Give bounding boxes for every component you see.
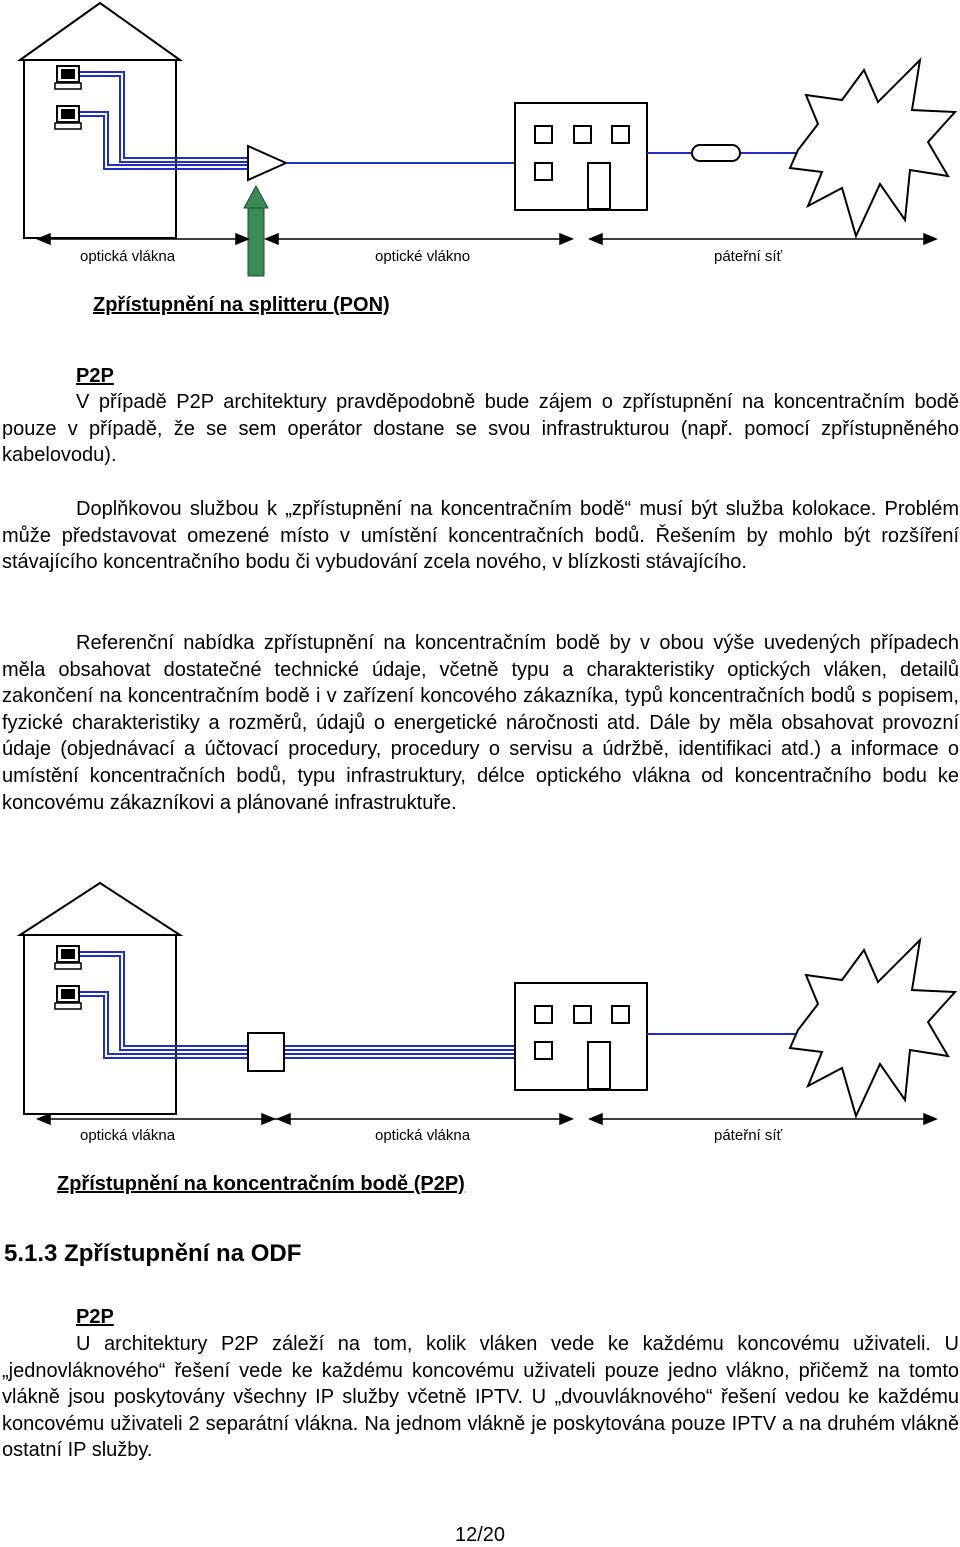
backbone-network-icon	[790, 940, 955, 1116]
paragraph: Referenční nabídka zpřístupnění na koncentračním bodě by v obou výše uvedených případech měla obsahovat dostatečné technické údaje, včetně typu a charakteristiky optických vláken, detailů zakončení na koncentračním bodě i v zařízení koncového zákazníka, typů koncentračních bodů s popisem, fyzické charakteristiky a rozměrů, údajů o energetické náročnosti atd. Dále by měla obsahovat provozní údaje (objednávací a účtovací procedury, procedury o servisu a údržbě, identifikaci atd.) a informace o umístění koncentračních bodů, typu infrastruktury, délce optického vlákna od koncentračního bodu ke koncovému zákazníkovi a plánované infrastruktuře.	[2, 632, 959, 814]
page-number: 12/20	[454, 1524, 506, 1546]
computer-icon	[55, 986, 81, 1009]
diagram-label: páteřní síť	[714, 248, 783, 265]
computer-icon	[55, 66, 81, 89]
diagram-label: optická vlákna	[80, 248, 176, 265]
computer-icon	[55, 106, 81, 129]
section-subheading: P2P	[76, 365, 114, 387]
backbone-network-icon	[790, 60, 955, 236]
connector-icon	[692, 145, 740, 161]
pon-caption: Zpřístupnění na splitteru (PON)	[93, 294, 390, 316]
paragraph: U architektury P2P záleží na tom, kolik vláken vede ke každému koncovému uživateli. U „jednovláknového“ řešení vede ke každému koncovému uživateli pouze jedno vlákno, přičemž na tomto vlákně jsou poskytovány všechny IP služby včetně IPTV. U „dvouvláknového“ řešení vedou ke každému koncovému uživateli 2 separátní vlákna. Na jednom vlákně je poskytována pouze IPTV a na druhém vlákně ostatní IP služby.	[2, 1333, 959, 1462]
diagram-label: optické vlákno	[375, 248, 471, 265]
p2p-diagram-drawing	[0, 878, 960, 1138]
diagram-label: optická vlákna	[80, 1127, 176, 1144]
p2p-diagram	[0, 878, 960, 1158]
pon-diagram	[0, 0, 960, 320]
central-office-icon	[515, 983, 647, 1090]
diagram-label: optická vlákna	[375, 1127, 471, 1144]
paragraph: Doplňkovou službou k „zpřístupnění na koncentračním bodě“ musí být služba kolokace. Problém může představovat omezené místo v umístění koncentračních bodů. Řešením by mohlo být rozšíření stávajícího koncentračního bodu či vybudování zcela nového, v blízkosti stávajícího.	[2, 498, 959, 574]
section-subheading: P2P	[76, 1306, 114, 1328]
access-arrow-icon	[244, 186, 268, 276]
p2p-caption: Zpřístupnění na koncentračním bodě (P2P)	[57, 1173, 465, 1195]
dimension-arrows	[38, 1114, 936, 1124]
section-heading: 5.1.3 Zpřístupnění na ODF	[4, 1240, 302, 1267]
splitter-icon	[248, 146, 286, 180]
house-icon	[20, 883, 180, 1114]
paragraph: V případě P2P architektury pravděpodobně bude zájem o zpřístupnění na koncentračním bodě pouze v případě, že se sem operátor dostane se svou infrastrukturou (např. pomocí zpřístupněného kabelovodu).	[2, 391, 959, 467]
concentration-point-icon	[248, 1033, 284, 1071]
computer-icon	[55, 946, 81, 969]
diagram-label: páteřní síť	[714, 1127, 783, 1144]
pon-diagram-drawing	[0, 0, 960, 280]
house-icon	[20, 3, 180, 238]
central-office-icon	[515, 103, 647, 210]
